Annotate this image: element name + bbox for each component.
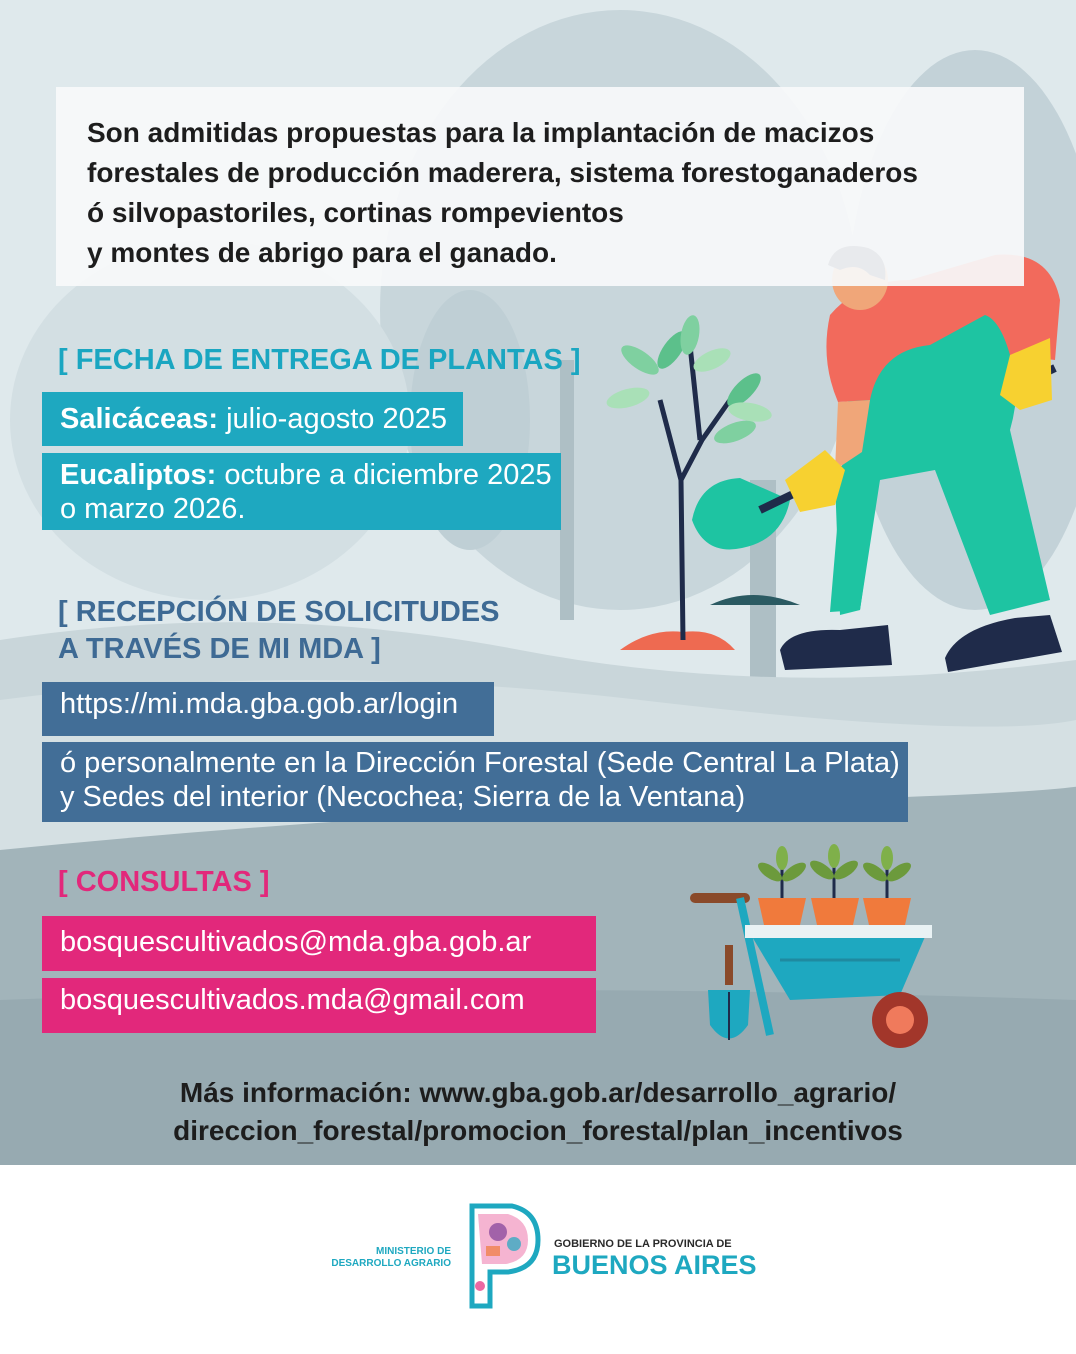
login-url-link[interactable]: https://mi.mda.gba.gob.ar/login [42, 682, 494, 736]
more-info-line[interactable]: direccion_forestal/promocion_forestal/plan_incentivos [173, 1115, 903, 1146]
reception-heading-line: [ RECEPCIÓN DE SOLICITUDES [58, 596, 500, 628]
in-person-info [42, 742, 908, 822]
delivery-item-salicaceas [42, 392, 463, 446]
ministry-line: MINISTERIO DE [375, 1246, 451, 1257]
government-label-big: BUENOS AIRES [552, 1250, 757, 1280]
contact-heading: [ CONSULTAS ] [58, 866, 270, 898]
delivery-item-eucaliptos [42, 453, 561, 530]
delivery-item-value: julio-agosto 2025 [218, 403, 447, 435]
more-info-text [0, 1074, 1076, 1150]
intro-panel [56, 87, 1024, 286]
in-person-line: y Sedes del interior (Necochea; Sierra de la Ventana) [60, 781, 746, 813]
delivery-item-value: octubre a diciembre 2025 [216, 459, 552, 491]
ministry-line: DESARROLLO AGRARIO [331, 1258, 451, 1269]
government-label-small: GOBIERNO DE LA PROVINCIA DE [554, 1238, 732, 1250]
trowel-handle [725, 945, 733, 985]
in-person-line: ó personalmente en la Dirección Forestal (Sede Central La Plata) [60, 747, 900, 779]
intro-line: ó silvopastoriles, cortinas rompevientos [87, 197, 624, 228]
delivery-item-label: Salicáceas: [60, 403, 219, 435]
intro-text [87, 113, 994, 273]
intro-line: forestales de producción maderera, sistema forestoganaderos [87, 157, 918, 188]
delivery-item-label: Eucaliptos: [60, 459, 217, 491]
reception-heading-line: A TRAVÉS DE MI MDA ] [58, 633, 381, 665]
province-logo-icon [468, 1202, 544, 1310]
ministry-label [300, 1246, 451, 1270]
intro-line: y montes de abrigo para el ganado. [87, 237, 557, 268]
reception-heading [58, 594, 500, 668]
delivery-item-value-line2: o marzo 2026. [60, 493, 246, 525]
more-info-line[interactable]: Más información: www.gba.gob.ar/desarrollo_agrario/ [179, 1077, 897, 1108]
intro-line: Son admitidas propuestas para la implantación de macizos [87, 117, 875, 148]
email-link[interactable]: bosquescultivados.mda@gmail.com [42, 978, 596, 1033]
delivery-heading: [ FECHA DE ENTREGA DE PLANTAS ] [58, 344, 581, 376]
email-link[interactable]: bosquescultivados@mda.gba.gob.ar [42, 916, 596, 971]
